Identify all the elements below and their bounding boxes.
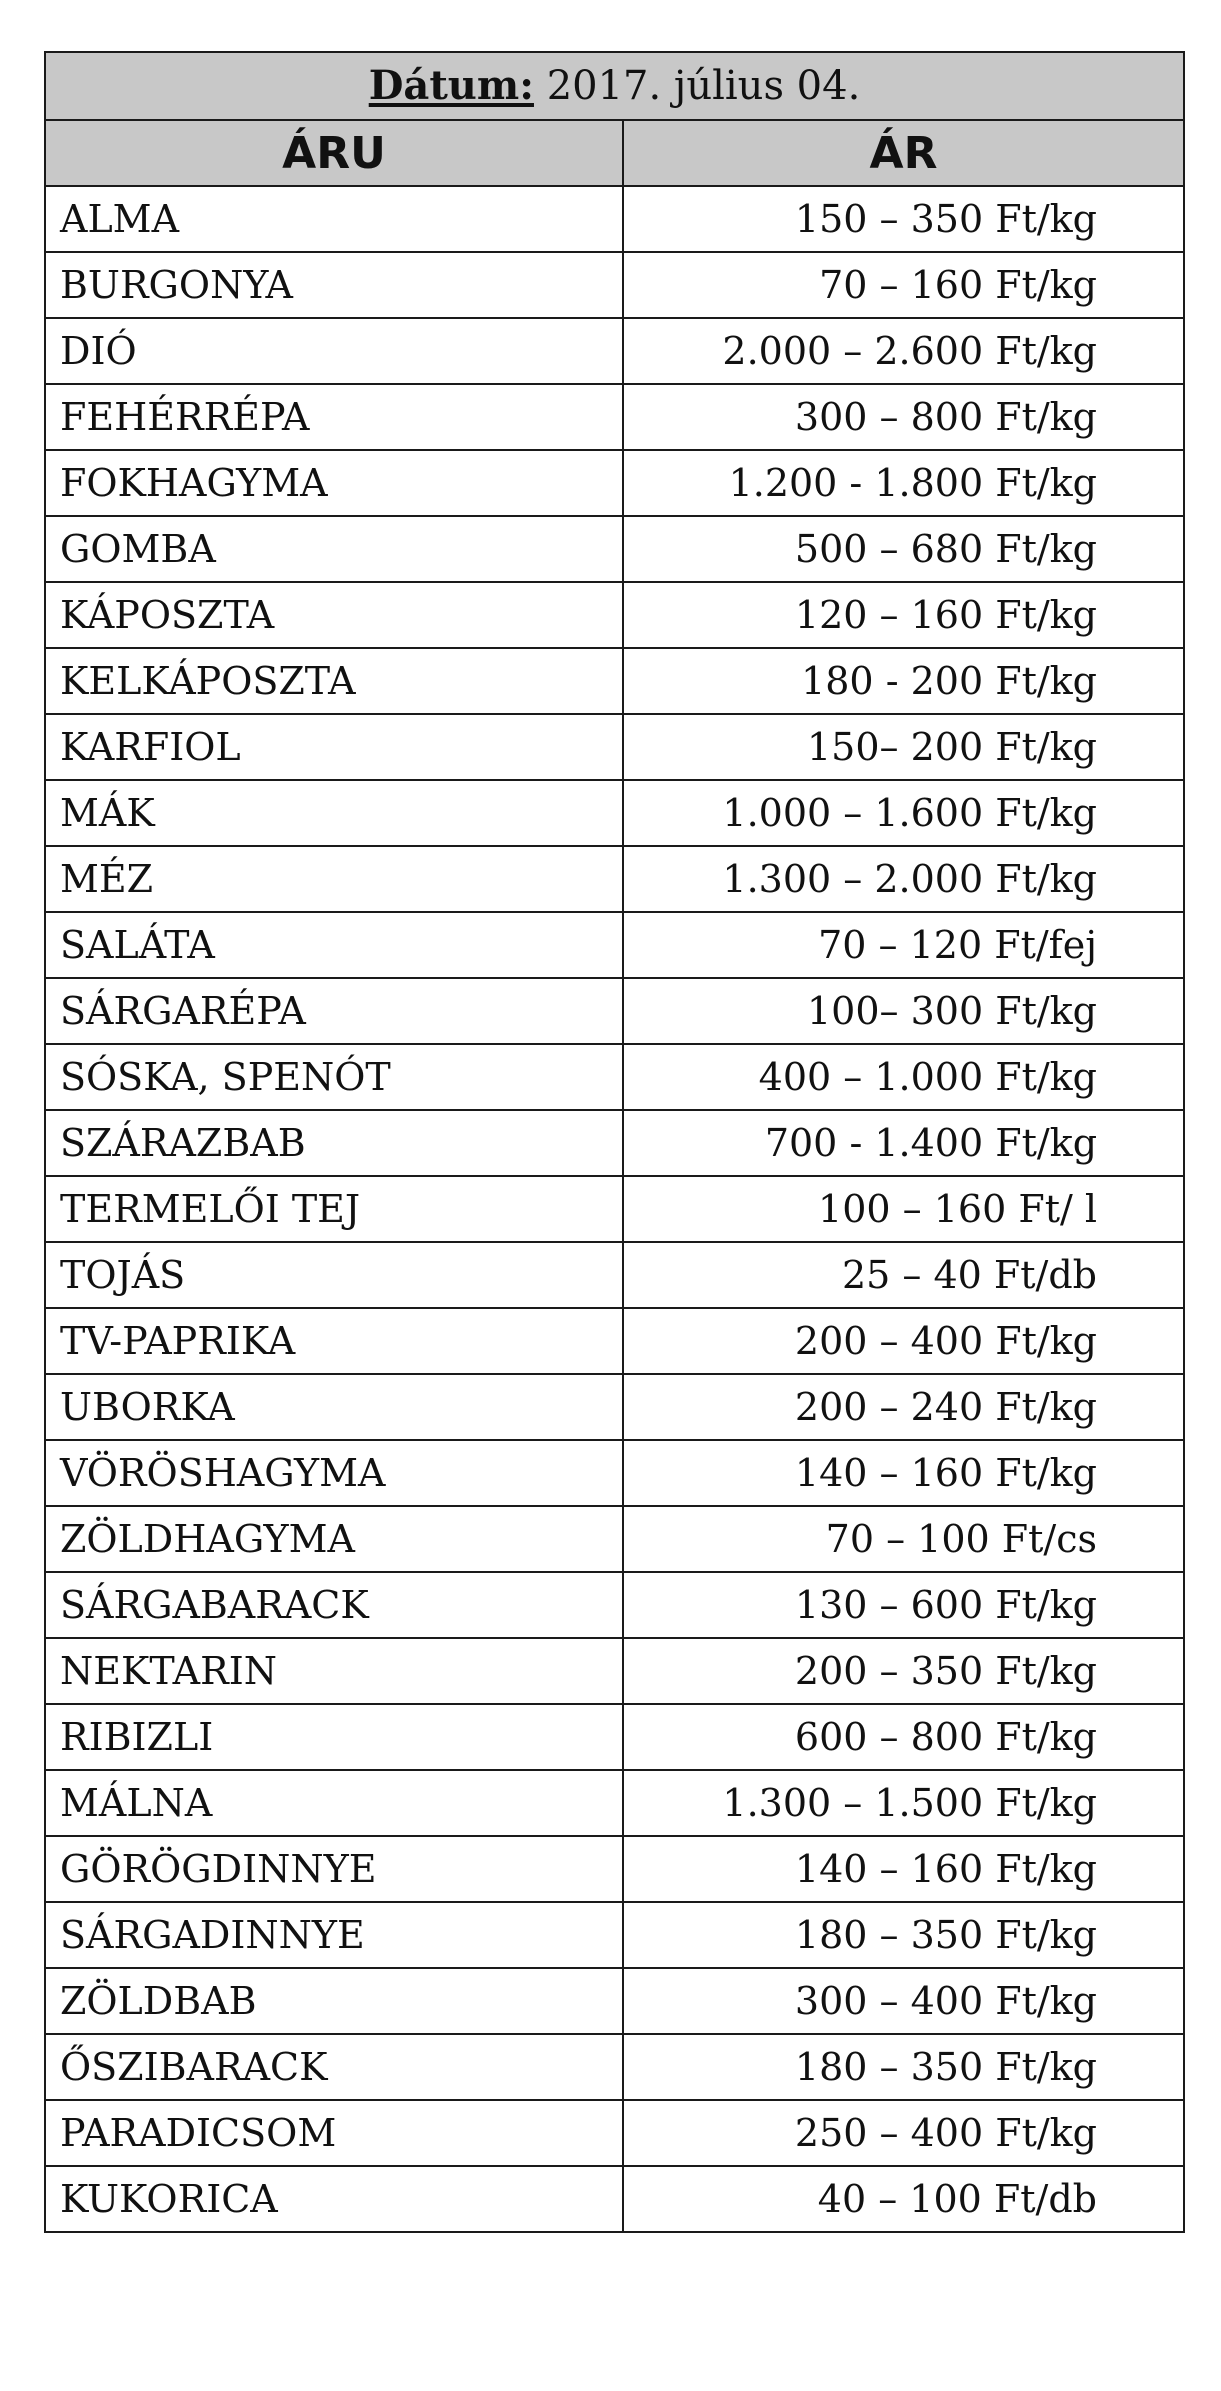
item-price: 140 – 160 Ft/kg: [623, 1836, 1184, 1902]
date-value: 2017. július 04.: [546, 63, 861, 109]
item-price: 100– 300 Ft/kg: [623, 978, 1184, 1044]
item-name: ŐSZIBARACK: [45, 2034, 623, 2100]
table-row: [45, 2100, 1184, 2166]
table-row: [45, 582, 1184, 648]
item-price: 180 - 200 Ft/kg: [623, 648, 1184, 714]
table-row: [45, 1968, 1184, 2034]
item-price: 1.000 – 1.600 Ft/kg: [623, 780, 1184, 846]
item-price: 140 – 160 Ft/kg: [623, 1440, 1184, 1506]
item-name: FEHÉRRÉPA: [45, 384, 623, 450]
item-name: SÓSKA, SPENÓT: [45, 1044, 623, 1110]
item-price: 300 – 800 Ft/kg: [623, 384, 1184, 450]
item-name: KARFIOL: [45, 714, 623, 780]
table-row: [45, 714, 1184, 780]
item-name: SÁRGARÉPA: [45, 978, 623, 1044]
column-header-item: ÁRU: [45, 120, 623, 186]
price-table: [44, 51, 1185, 2233]
table-row: [45, 1308, 1184, 1374]
table-row: [45, 450, 1184, 516]
item-name: MÁLNA: [45, 1770, 623, 1836]
date-cell: [45, 52, 1184, 120]
table-row: [45, 1836, 1184, 1902]
table-row: [45, 978, 1184, 1044]
table-row: [45, 780, 1184, 846]
table-row: [45, 318, 1184, 384]
item-name: MÉZ: [45, 846, 623, 912]
item-name: ALMA: [45, 186, 623, 252]
table-row: [45, 1902, 1184, 1968]
item-name: KELKÁPOSZTA: [45, 648, 623, 714]
item-name: UBORKA: [45, 1374, 623, 1440]
item-price: 70 – 120 Ft/fej: [623, 912, 1184, 978]
item-price: 200 – 240 Ft/kg: [623, 1374, 1184, 1440]
item-price: 150 – 350 Ft/kg: [623, 186, 1184, 252]
item-price: 1.300 – 2.000 Ft/kg: [623, 846, 1184, 912]
item-price: 700 - 1.400 Ft/kg: [623, 1110, 1184, 1176]
item-name: TOJÁS: [45, 1242, 623, 1308]
item-name: SZÁRAZBAB: [45, 1110, 623, 1176]
item-price: 300 – 400 Ft/kg: [623, 1968, 1184, 2034]
item-name: ZÖLDHAGYMA: [45, 1506, 623, 1572]
item-name: FOKHAGYMA: [45, 450, 623, 516]
table-row: [45, 912, 1184, 978]
table-row: [45, 1770, 1184, 1836]
date-row: [45, 52, 1184, 120]
item-price: 70 – 100 Ft/cs: [623, 1506, 1184, 1572]
item-name: SALÁTA: [45, 912, 623, 978]
table-row: [45, 1704, 1184, 1770]
item-price: 1.300 – 1.500 Ft/kg: [623, 1770, 1184, 1836]
item-name: SÁRGADINNYE: [45, 1902, 623, 1968]
table-row: [45, 648, 1184, 714]
item-price: 150– 200 Ft/kg: [623, 714, 1184, 780]
table-row: [45, 1374, 1184, 1440]
table-row: [45, 1110, 1184, 1176]
item-name: KUKORICA: [45, 2166, 623, 2232]
item-name: BURGONYA: [45, 252, 623, 318]
item-price: 180 – 350 Ft/kg: [623, 2034, 1184, 2100]
table-row: [45, 384, 1184, 450]
price-rows: [45, 186, 1184, 2232]
item-price: 70 – 160 Ft/kg: [623, 252, 1184, 318]
item-name: VÖRÖSHAGYMA: [45, 1440, 623, 1506]
item-name: RIBIZLI: [45, 1704, 623, 1770]
item-price: 40 – 100 Ft/db: [623, 2166, 1184, 2232]
item-name: ZÖLDBAB: [45, 1968, 623, 2034]
table-row: [45, 2034, 1184, 2100]
table-row: [45, 1506, 1184, 1572]
item-price: 500 – 680 Ft/kg: [623, 516, 1184, 582]
table-row: [45, 252, 1184, 318]
item-price: 1.200 - 1.800 Ft/kg: [623, 450, 1184, 516]
item-name: PARADICSOM: [45, 2100, 623, 2166]
item-name: DIÓ: [45, 318, 623, 384]
price-list-sheet: [44, 51, 1183, 2233]
column-header-price: ÁR: [623, 120, 1184, 186]
column-header-row: [45, 120, 1184, 186]
table-row: [45, 1440, 1184, 1506]
item-price: 25 – 40 Ft/db: [623, 1242, 1184, 1308]
item-name: SÁRGABARACK: [45, 1572, 623, 1638]
table-row: [45, 1572, 1184, 1638]
item-name: GOMBA: [45, 516, 623, 582]
item-name: KÁPOSZTA: [45, 582, 623, 648]
item-name: MÁK: [45, 780, 623, 846]
item-name: TERMELŐI TEJ: [45, 1176, 623, 1242]
item-name: TV-PAPRIKA: [45, 1308, 623, 1374]
item-price: 130 – 600 Ft/kg: [623, 1572, 1184, 1638]
item-price: 200 – 350 Ft/kg: [623, 1638, 1184, 1704]
table-row: [45, 2166, 1184, 2232]
item-price: 2.000 – 2.600 Ft/kg: [623, 318, 1184, 384]
item-price: 200 – 400 Ft/kg: [623, 1308, 1184, 1374]
item-price: 180 – 350 Ft/kg: [623, 1902, 1184, 1968]
table-row: [45, 1638, 1184, 1704]
item-name: NEKTARIN: [45, 1638, 623, 1704]
table-row: [45, 186, 1184, 252]
item-price: 120 – 160 Ft/kg: [623, 582, 1184, 648]
table-row: [45, 846, 1184, 912]
item-price: 600 – 800 Ft/kg: [623, 1704, 1184, 1770]
table-row: [45, 1242, 1184, 1308]
item-name: GÖRÖGDINNYE: [45, 1836, 623, 1902]
item-price: 400 – 1.000 Ft/kg: [623, 1044, 1184, 1110]
item-price: 100 – 160 Ft/ l: [623, 1176, 1184, 1242]
date-label: Dátum:: [368, 62, 534, 109]
table-row: [45, 1176, 1184, 1242]
table-row: [45, 1044, 1184, 1110]
item-price: 250 – 400 Ft/kg: [623, 2100, 1184, 2166]
table-row: [45, 516, 1184, 582]
